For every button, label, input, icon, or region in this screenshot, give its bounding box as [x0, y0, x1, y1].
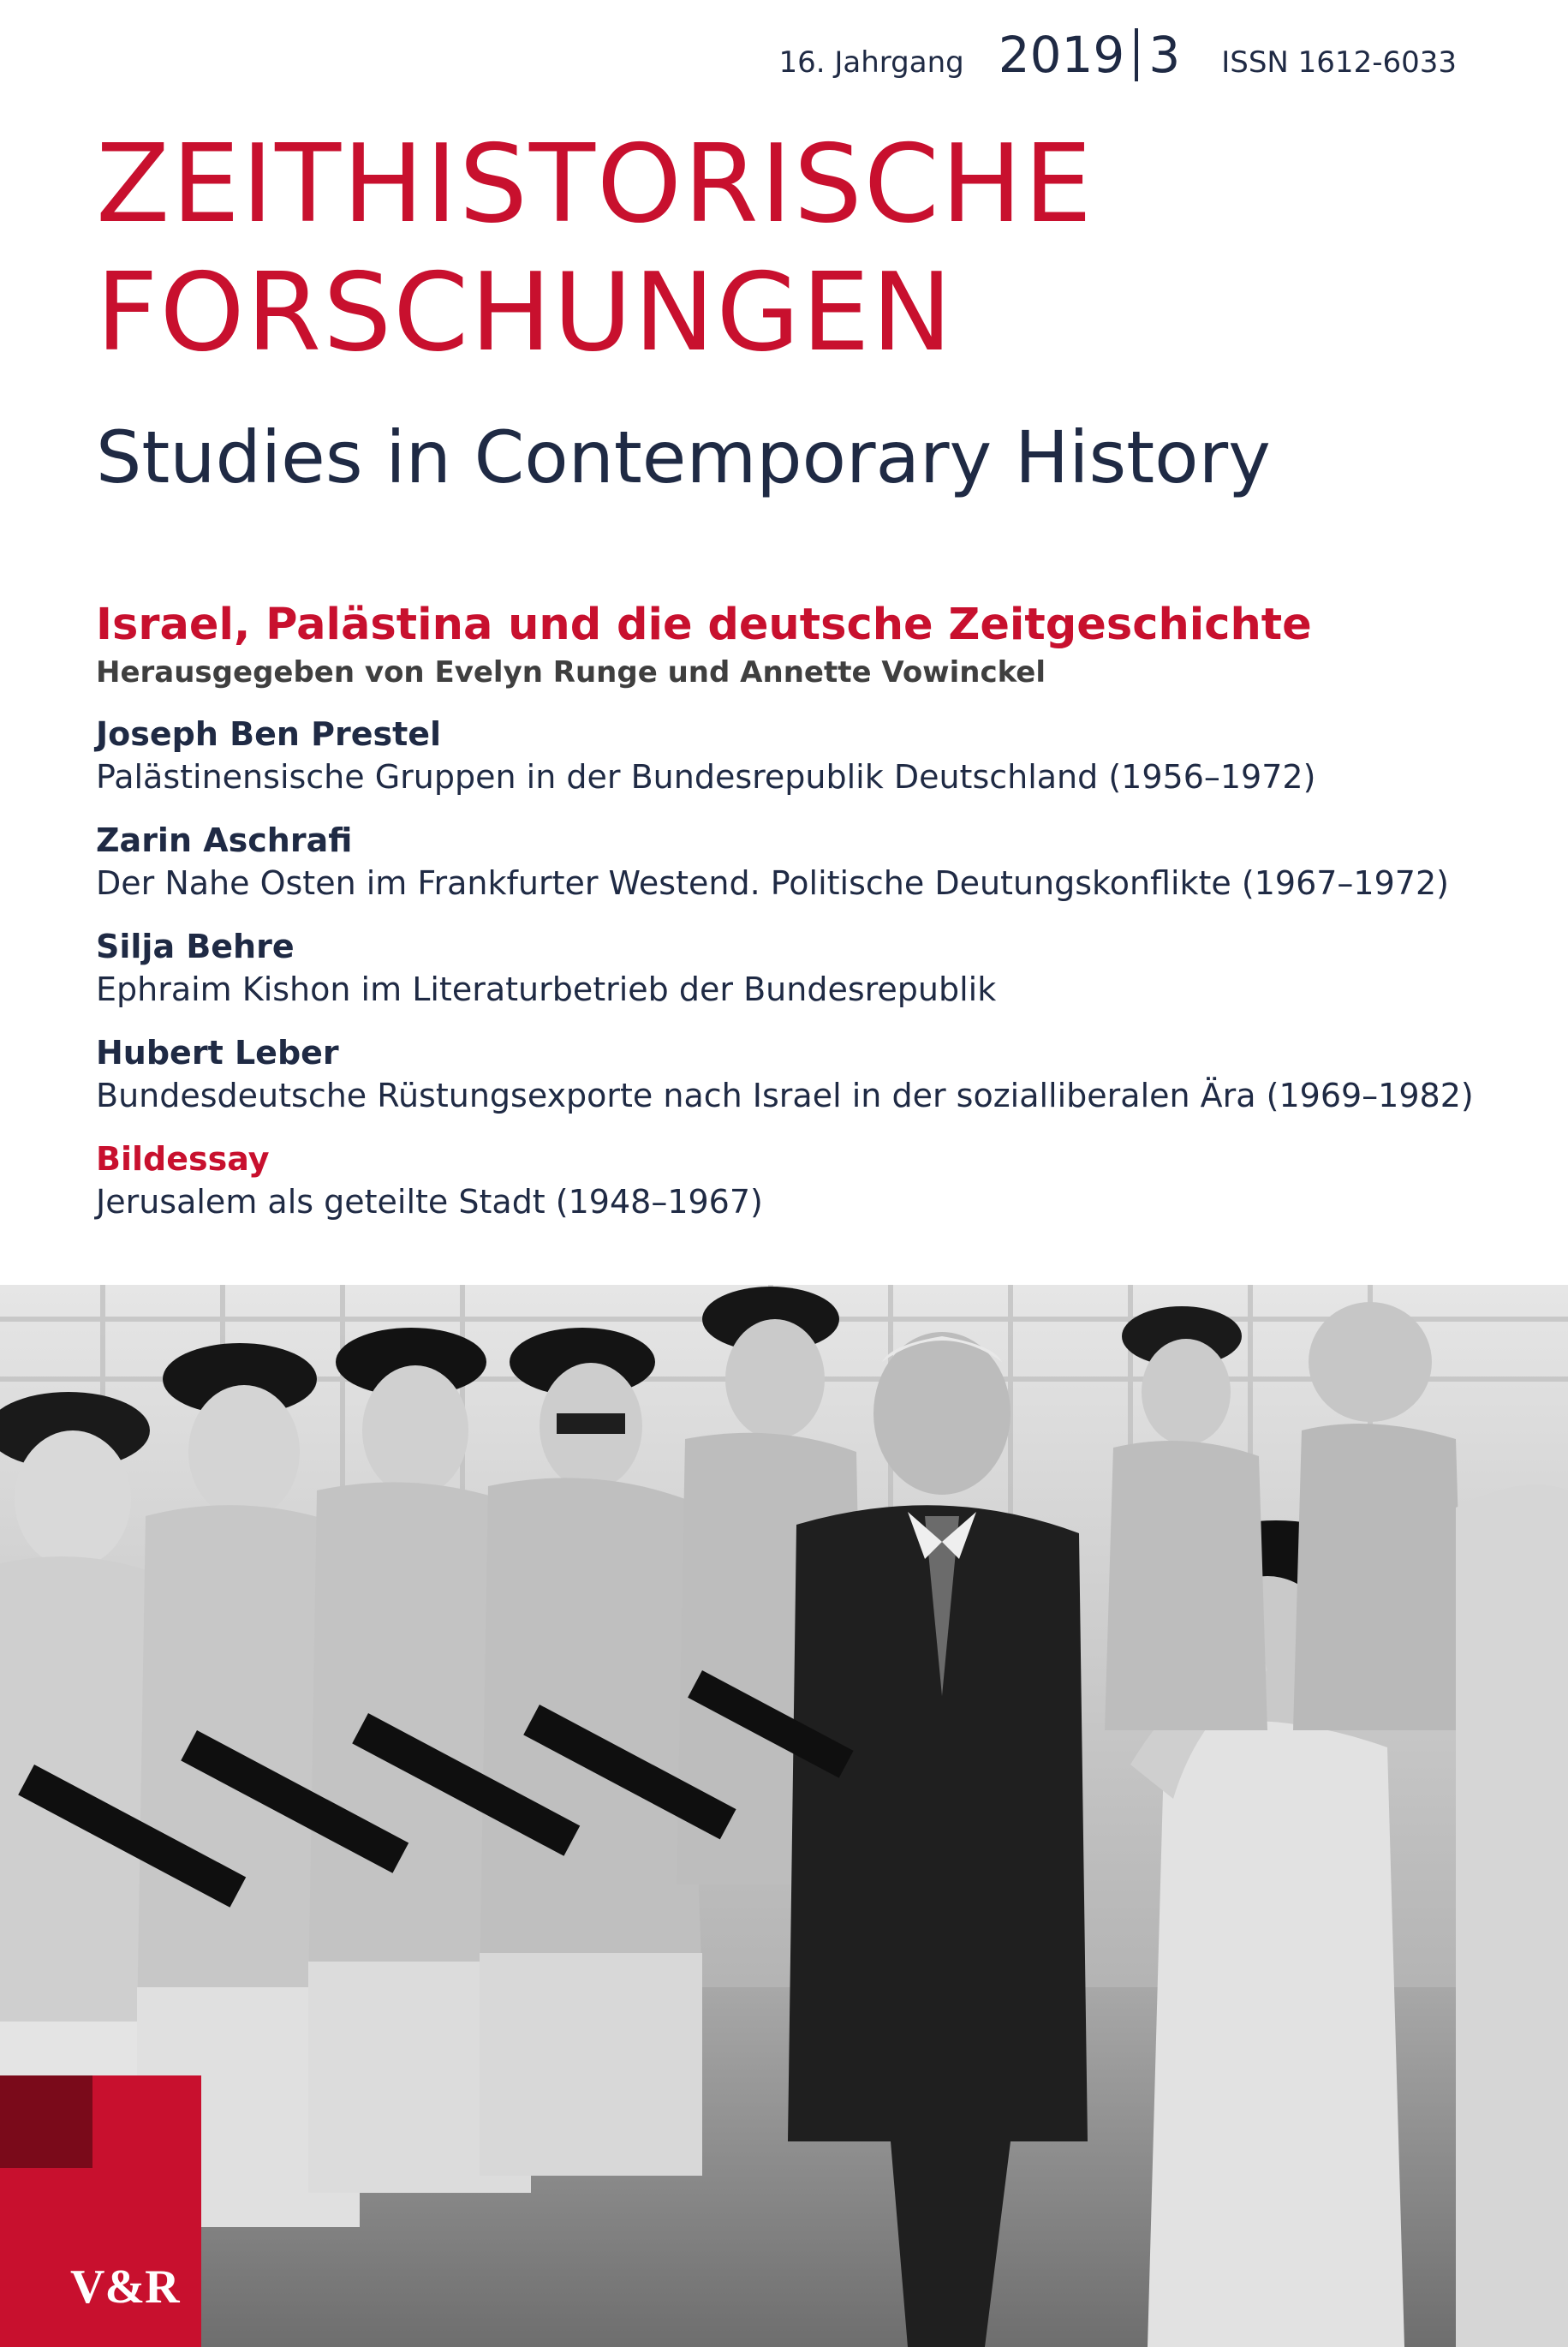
publisher-logo-text: V&R	[70, 2260, 180, 2314]
editors-line: Herausgegeben von Evelyn Runge und Annette Vowinckel	[96, 655, 1046, 690]
journal-subtitle: Studies in Contemporary History	[96, 415, 1271, 499]
toc-section-label: Bildessay	[96, 1140, 270, 1178]
journal-title	[96, 120, 1094, 377]
toc-author: Silja Behre	[96, 928, 295, 965]
toc-article-title: Palästinensische Gruppen in der Bundesrepublik Deutschland (1956–1972)	[96, 758, 1316, 796]
issn-label: ISSN 1612-6033	[1221, 45, 1457, 80]
cover-photo-illustration	[0, 1285, 1568, 2347]
toc-entry	[96, 1140, 1500, 1221]
volume-label: 16. Jahrgang	[778, 45, 964, 80]
issue-info	[779, 26, 1458, 84]
cover-photo	[0, 1285, 1568, 2347]
toc-entry	[96, 1034, 1500, 1114]
issue-number: 3	[1148, 26, 1181, 84]
toc-author: Joseph Ben Prestel	[96, 715, 442, 753]
table-of-contents	[96, 600, 1500, 1221]
year-label: 2019	[998, 26, 1125, 84]
toc-article-title: Bundesdeutsche Rüstungsexporte nach Israel in der sozialliberalen Ära (1969–1982)	[96, 1077, 1474, 1114]
toc-article-title: Der Nahe Osten im Frankfurter Westend. Politische Deutungskonflikte (1967–1972)	[96, 864, 1449, 902]
toc-article-title: Ephraim Kishon im Literaturbetrieb der Bundesrepublik	[96, 970, 997, 1008]
toc-article-title: Jerusalem als geteilte Stadt (1948–1967)	[96, 1183, 763, 1221]
issue-theme-title: Israel, Palästina und die deutsche Zeitgeschichte	[96, 600, 1312, 650]
toc-entry	[96, 821, 1500, 902]
year-issue-divider	[1135, 28, 1138, 81]
publisher-logo-dark-block	[0, 2075, 92, 2168]
journal-title-line-2: FORSCHUNGEN	[96, 249, 954, 375]
publisher-logo	[0, 2075, 201, 2347]
toc-author: Zarin Aschrafi	[96, 821, 353, 859]
journal-title-line-1: ZEITHISTORISCHE	[96, 121, 1094, 247]
toc-entry	[96, 715, 1500, 796]
toc-entry	[96, 928, 1500, 1008]
toc-author: Hubert Leber	[96, 1034, 339, 1072]
